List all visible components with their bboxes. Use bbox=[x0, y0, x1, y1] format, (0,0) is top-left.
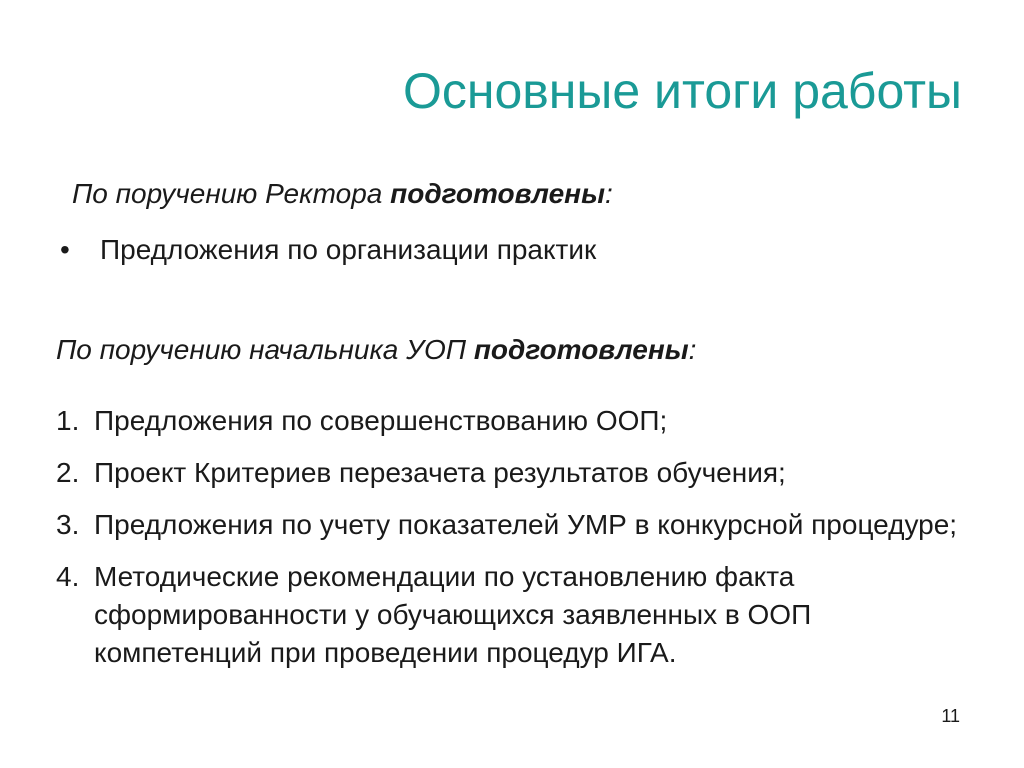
list-item-number: 2. bbox=[56, 457, 80, 488]
list-item-text: Проект Критериев перезачета результатов обучения; bbox=[94, 457, 786, 488]
list-item-number: 1. bbox=[56, 405, 80, 436]
section2-lead-colon: : bbox=[688, 334, 697, 365]
section2-lead bbox=[56, 336, 696, 364]
list-item-text: Методические рекомендации по установлению факта сформированности у обучающихся заявленных в ООП компетенций при проведении процедур ИГА. bbox=[94, 561, 812, 668]
list-item bbox=[56, 454, 976, 492]
section2-lead-emphasis: подготовлены bbox=[473, 334, 689, 365]
bullet-icon: • bbox=[60, 234, 70, 265]
list-item bbox=[56, 402, 976, 440]
list-item bbox=[56, 558, 976, 672]
section1-item-text: Предложения по организации практик bbox=[100, 234, 597, 265]
section1-lead-colon: : bbox=[604, 178, 613, 209]
list-item-text: Предложения по учету показателей УМР в конкурсной процедуре; bbox=[94, 509, 958, 540]
list-item bbox=[56, 506, 976, 544]
slide-title: Основные итоги работы bbox=[402, 63, 962, 119]
list-item-text: Предложения по совершенствованию ООП; bbox=[94, 405, 668, 436]
section1-lead-text: По поручению Ректора bbox=[72, 178, 391, 209]
section1-lead bbox=[72, 180, 613, 208]
section2-lead-text: По поручению начальника УОП bbox=[56, 334, 474, 365]
list-item-number: 3. bbox=[56, 509, 80, 540]
section1-bullet-item bbox=[60, 236, 596, 264]
section1-lead-emphasis: подготовлены bbox=[390, 178, 605, 209]
section2-numbered-list bbox=[56, 402, 976, 686]
page-number: 11 bbox=[941, 706, 960, 726]
list-item-number: 4. bbox=[56, 561, 80, 592]
